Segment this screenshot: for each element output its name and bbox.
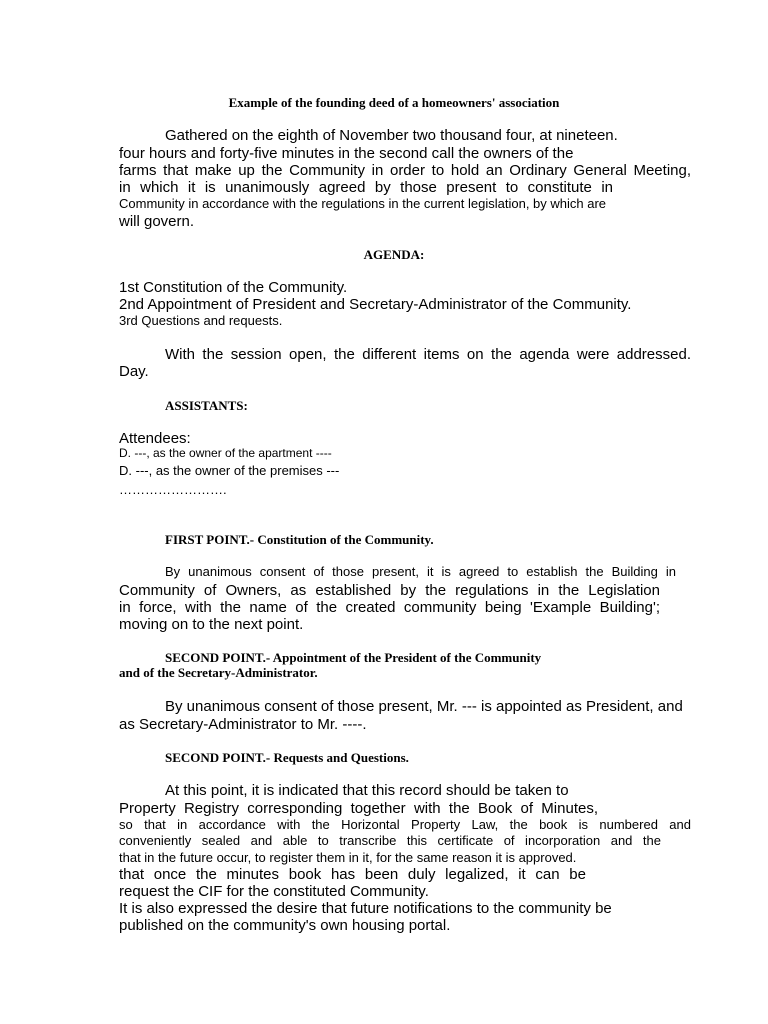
agenda-item: 3rd Questions and requests. bbox=[119, 313, 283, 328]
attendees-label: Attendees: bbox=[119, 430, 191, 447]
document-title: Example of the founding deed of a homeowners' association bbox=[228, 95, 560, 110]
attendee-item: D. ---, as the owner of the apartment ---- bbox=[119, 446, 332, 460]
third-point-line-3: so that in accordance with the Horizontal Property Law, the book is numbered and bbox=[119, 817, 691, 832]
third-point-line-1: At this point, it is indicated that this record should be taken to bbox=[165, 782, 569, 799]
first-point-heading: FIRST POINT.- Constitution of the Community. bbox=[165, 532, 434, 547]
third-point-heading: SECOND POINT.- Requests and Questions. bbox=[165, 750, 409, 765]
third-point-line-5: that in the future occur, to register them in it, for the same reason it is approved. bbox=[119, 850, 577, 865]
intro-line-6: will govern. bbox=[119, 213, 195, 230]
intro-line-2: four hours and forty-five minutes in the second call the owners of the bbox=[119, 145, 574, 162]
third-point-line-2: Property Registry corresponding together with the Book of Minutes, bbox=[119, 800, 598, 817]
session-line-2: Day. bbox=[119, 363, 149, 380]
attendee-item: D. ---, as the owner of the premises --- bbox=[119, 463, 340, 478]
third-point-line-6: that once the minutes book has been duly legalized, it can be bbox=[119, 866, 586, 883]
assistants-heading: ASSISTANTS: bbox=[165, 398, 248, 413]
second-point-line-1: By unanimous consent of those present, Mr. --- is appointed as President, and bbox=[165, 698, 683, 715]
intro-line-3: farms that make up the Community in order to hold an Ordinary General Meeting, bbox=[119, 162, 691, 179]
agenda-item: 2nd Appointment of President and Secretary-Administrator of the Community. bbox=[119, 296, 632, 313]
intro-line-5: Community in accordance with the regulations in the current legislation, by which are bbox=[119, 196, 607, 211]
second-point-heading: SECOND POINT.- Appointment of the President of the Community bbox=[165, 650, 542, 665]
session-line-1: With the session open, the different items on the agenda were addressed. bbox=[165, 346, 691, 363]
third-point-line-4: conveniently sealed and able to transcribe this certificate of incorporation and the bbox=[119, 833, 661, 848]
first-point-line-4: moving on to the next point. bbox=[119, 616, 304, 633]
intro-line-1: Gathered on the eighth of November two thousand four, at nineteen. bbox=[165, 127, 618, 144]
third-point-line-7: request the CIF for the constituted Community. bbox=[119, 883, 429, 900]
agenda-item: 1st Constitution of the Community. bbox=[119, 279, 348, 296]
first-point-line-2: Community of Owners, as established by the regulations in the Legislation bbox=[119, 582, 660, 599]
second-point-line-2: as Secretary-Administrator to Mr. ----. bbox=[119, 716, 367, 733]
first-point-line-3: in force, with the name of the created community being 'Example Building'; bbox=[119, 599, 660, 616]
third-point-line-8: It is also expressed the desire that future notifications to the community be bbox=[119, 900, 612, 917]
first-point-line-1: By unanimous consent of those present, it is agreed to establish the Building in bbox=[165, 564, 676, 579]
second-point-heading-cont: and of the Secretary-Administrator. bbox=[119, 665, 318, 680]
attendee-ellipsis: ……………………. bbox=[119, 482, 227, 497]
agenda-heading: AGENDA: bbox=[363, 247, 425, 262]
intro-line-4: in which it is unanimously agreed by those present to constitute in bbox=[119, 179, 613, 196]
third-point-line-9: published on the community's own housing portal. bbox=[119, 917, 451, 934]
